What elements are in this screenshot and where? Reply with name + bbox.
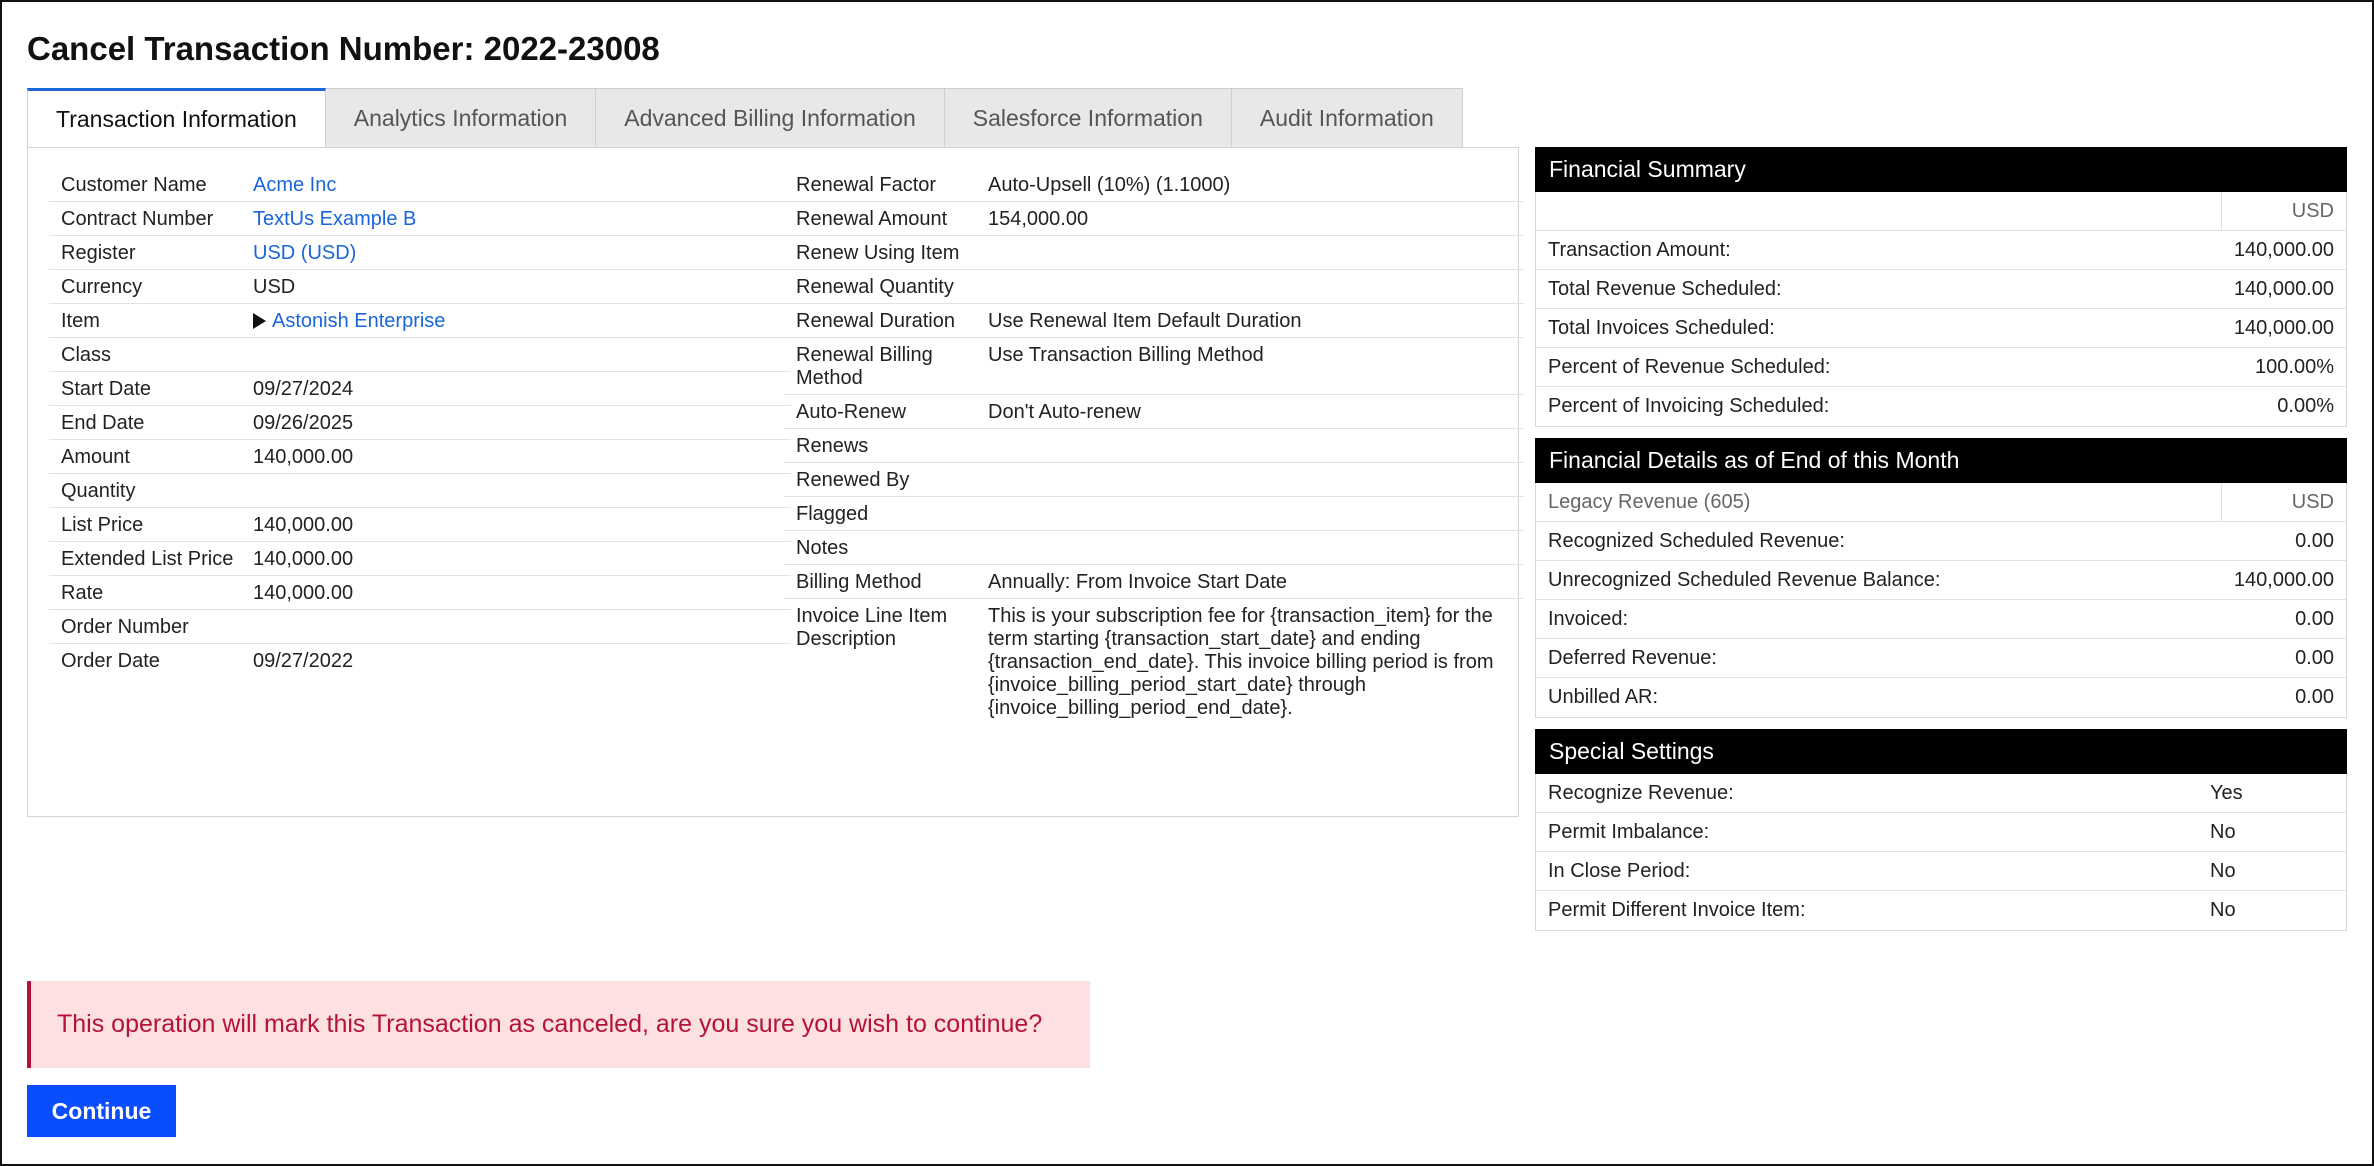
summary-value: 100.00% <box>2255 355 2334 378</box>
field-label: Flagged <box>796 503 869 525</box>
currency-header-row <box>1536 192 2346 231</box>
field-row-currency <box>49 270 791 304</box>
details-value: 0.00 <box>2295 529 2334 552</box>
summary-label: Total Invoices Scheduled: <box>1548 316 1775 339</box>
field-label: Invoice Line Item Description <box>796 605 948 650</box>
expand-triangle-icon[interactable] <box>253 313 266 329</box>
field-value: 09/27/2022 <box>253 650 354 672</box>
settings-value: No <box>2210 859 2236 882</box>
special-settings-header: Special Settings <box>1535 729 2347 774</box>
settings-row <box>1536 852 2346 891</box>
details-value: 140,000.00 <box>2233 568 2334 591</box>
field-label: Billing Method <box>796 571 922 593</box>
field-row-rate <box>49 576 791 610</box>
tab-analytics-information[interactable]: Analytics Information <box>326 88 596 148</box>
cancel-warning-alert <box>27 981 1090 1068</box>
customer-name-link[interactable]: Acme Inc <box>253 174 337 196</box>
field-label: Renewal Amount <box>796 208 948 230</box>
settings-label: Recognize Revenue: <box>1548 781 1734 804</box>
field-value: Auto-Upsell (10%) (1.1000) <box>988 174 1231 196</box>
field-label: Quantity <box>61 480 136 502</box>
details-label: Invoiced: <box>1548 607 1629 630</box>
details-label: Recognized Scheduled Revenue: <box>1548 529 1845 552</box>
field-row-flagged <box>784 497 1524 531</box>
field-value <box>253 344 791 367</box>
financial-details-table <box>1535 483 2347 718</box>
summary-label: Total Revenue Scheduled: <box>1548 277 1782 300</box>
transaction-info-panel <box>27 147 1519 817</box>
field-label: Start Date <box>61 378 152 400</box>
field-label: Renewed By <box>796 469 910 491</box>
field-value: 09/27/2024 <box>253 378 354 400</box>
field-value: 154,000.00 <box>988 208 1089 230</box>
field-row-extended-list-price <box>49 542 791 576</box>
settings-value: No <box>2210 899 2236 921</box>
field-label: Order Date <box>61 650 160 672</box>
field-row-start-date <box>49 372 791 406</box>
field-value <box>988 242 1524 265</box>
summary-row <box>1536 387 2346 426</box>
tab-audit-information[interactable]: Audit Information <box>1232 88 1463 148</box>
field-value <box>988 503 1524 526</box>
field-row-end-date <box>49 406 791 440</box>
details-label: Unbilled AR: <box>1548 686 1659 708</box>
field-label: Renewal Quantity <box>796 276 954 298</box>
summary-label: Transaction Amount: <box>1548 238 1731 261</box>
field-row-renewal-factor <box>784 168 1524 202</box>
field-label: Auto-Renew <box>796 401 907 423</box>
field-value: Use Renewal Item Default Duration <box>988 310 1302 332</box>
tab-bar <box>27 88 1463 148</box>
field-row-list-price <box>49 508 791 542</box>
financial-details-panel <box>1535 438 2347 718</box>
financial-summary-table <box>1535 192 2347 427</box>
field-value <box>988 435 1524 458</box>
details-value: 0.00 <box>2295 607 2334 630</box>
financial-summary-panel <box>1535 147 2347 427</box>
field-value <box>988 469 1524 492</box>
field-row-order-number <box>49 610 791 644</box>
summary-value: 0.00% <box>2277 395 2334 417</box>
details-row <box>1536 600 2346 639</box>
field-row-notes <box>784 531 1524 565</box>
field-label: Renewal Billing Method <box>796 344 933 389</box>
field-value: 140,000.00 <box>253 548 354 570</box>
financial-summary-header: Financial Summary <box>1535 147 2347 192</box>
summary-label: Percent of Invoicing Scheduled: <box>1548 395 1830 417</box>
field-row-renewal-amount <box>784 202 1524 236</box>
details-label: Deferred Revenue: <box>1548 646 1717 669</box>
details-row <box>1536 678 2346 717</box>
field-value: This is your subscription fee for {transaction_item} for the term starting {transaction_start_date} and ending {transaction_end_date}. This invoice billing period is from {invoice_billing_period_start_date} through {invoice_billing_period_end_date}. <box>988 605 1494 719</box>
alert-message: This operation will mark this Transaction as canceled, are you sure you wish to continue? <box>57 1010 1043 1038</box>
field-label: List Price <box>61 514 144 536</box>
field-row-customer-name <box>49 168 791 202</box>
financial-details-header: Financial Details as of End of this Month <box>1535 438 2347 483</box>
field-row-renews <box>784 429 1524 463</box>
field-label: Register <box>61 242 136 264</box>
field-row-renewal-billing-method <box>784 338 1524 395</box>
right-field-column <box>784 168 1524 724</box>
field-row-renewal-quantity <box>784 270 1524 304</box>
currency-header: USD <box>2291 490 2334 513</box>
field-value: 140,000.00 <box>253 514 354 536</box>
field-label: Amount <box>61 446 130 468</box>
settings-label: Permit Different Invoice Item: <box>1548 899 1806 921</box>
field-row-renew-using-item <box>784 236 1524 270</box>
tab-transaction-information[interactable]: Transaction Information <box>27 88 326 148</box>
summary-value: 140,000.00 <box>2233 316 2334 339</box>
field-row-register <box>49 236 791 270</box>
field-row-quantity <box>49 474 791 508</box>
field-value: 140,000.00 <box>253 446 354 468</box>
details-row <box>1536 639 2346 678</box>
field-value <box>253 616 791 639</box>
special-settings-panel <box>1535 729 2347 931</box>
summary-row <box>1536 231 2346 270</box>
settings-label: Permit Imbalance: <box>1548 820 1710 843</box>
field-value: USD <box>253 276 296 298</box>
field-row-auto-renew <box>784 395 1524 429</box>
details-row <box>1536 522 2346 561</box>
field-row-renewed-by <box>784 463 1524 497</box>
field-row-invoice-line-item-description <box>784 599 1524 724</box>
field-row-renewal-duration <box>784 304 1524 338</box>
field-label: Renews <box>796 435 869 457</box>
details-label: Unrecognized Scheduled Revenue Balance: <box>1548 568 1941 591</box>
field-row-contract-number <box>49 202 791 236</box>
field-label: Class <box>61 344 112 366</box>
field-value: Use Transaction Billing Method <box>988 344 1264 366</box>
settings-row <box>1536 813 2346 852</box>
field-label: Renewal Factor <box>796 174 937 196</box>
field-label: End Date <box>61 412 145 434</box>
field-label: Contract Number <box>61 208 214 230</box>
field-value: Don't Auto-renew <box>988 401 1141 423</box>
field-value: 140,000.00 <box>253 582 354 604</box>
contract-number-link[interactable]: TextUs Example B <box>253 208 417 230</box>
field-value: Annually: From Invoice Start Date <box>988 571 1288 593</box>
currency-header: USD <box>2291 199 2334 222</box>
field-label: Rate <box>61 582 104 604</box>
field-label: Renewal Duration <box>796 310 955 332</box>
tab-salesforce-information[interactable]: Salesforce Information <box>945 88 1232 148</box>
item-link[interactable]: Astonish Enterprise <box>272 310 446 332</box>
summary-value: 140,000.00 <box>2233 238 2334 261</box>
field-value: 09/26/2025 <box>253 412 354 434</box>
details-value: 0.00 <box>2295 686 2334 708</box>
summary-label: Percent of Revenue Scheduled: <box>1548 355 1831 378</box>
field-label: Customer Name <box>61 174 207 196</box>
field-row-class <box>49 338 791 372</box>
field-label: Extended List Price <box>61 548 234 570</box>
summary-row <box>1536 348 2346 387</box>
settings-value: No <box>2210 820 2236 843</box>
legacy-revenue-label: Legacy Revenue (605) <box>1536 483 2222 521</box>
continue-button[interactable]: Continue <box>27 1085 176 1137</box>
field-label: Notes <box>796 537 849 559</box>
summary-row <box>1536 309 2346 348</box>
field-value <box>988 537 1524 560</box>
field-label: Currency <box>61 276 143 298</box>
field-row-billing-method <box>784 565 1524 599</box>
settings-label: In Close Period: <box>1548 859 1691 882</box>
settings-value: Yes <box>2210 781 2243 804</box>
settings-row <box>1536 774 2346 813</box>
field-row-item <box>49 304 791 338</box>
details-value: 0.00 <box>2295 646 2334 669</box>
details-row <box>1536 561 2346 600</box>
field-value <box>253 480 791 503</box>
item-value <box>253 310 791 333</box>
summary-value: 140,000.00 <box>2233 277 2334 300</box>
page-title: Cancel Transaction Number: 2022-23008 <box>27 30 660 67</box>
field-row-amount <box>49 440 791 474</box>
field-value <box>988 276 1524 299</box>
tab-advanced-billing-information[interactable]: Advanced Billing Information <box>596 88 945 148</box>
field-label: Item <box>61 310 100 332</box>
left-field-column <box>49 168 791 677</box>
field-label: Renew Using Item <box>796 242 960 264</box>
register-link[interactable]: USD (USD) <box>253 242 357 264</box>
summary-row <box>1536 270 2346 309</box>
special-settings-table <box>1535 774 2347 931</box>
field-label: Order Number <box>61 616 189 638</box>
currency-header-spacer <box>1536 192 2222 230</box>
legacy-revenue-row <box>1536 483 2346 522</box>
field-row-order-date <box>49 644 791 677</box>
settings-row <box>1536 891 2346 930</box>
